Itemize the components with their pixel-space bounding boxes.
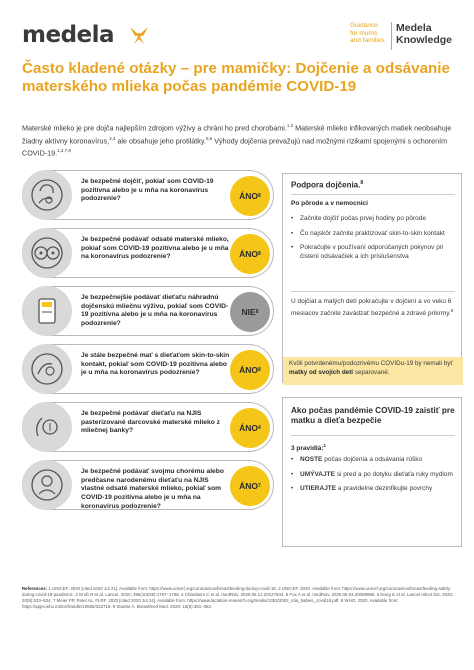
faq-card — [22, 344, 274, 394]
breast-pump-icon — [30, 236, 64, 270]
question-text: Je stále bezpečné mať s dieťaťom skin-to-skin kontakt, pokiaľ som COVID-19 pozitívna alebo je u mňa na koronavírus podozrenie? — [81, 352, 230, 377]
donor-milk-bottle-icon — [30, 410, 64, 444]
question-text: Je bezpečné podávať dieťaťu na NJIS pasterizované darcovské materské mlieko z mliečnej banky? — [81, 410, 221, 435]
formula-milk-icon — [30, 294, 64, 328]
panel-title: Ako počas pandémie COVID-19 zaistiť pre matku a dieťa bezpečie — [291, 406, 455, 426]
answer-badge: ÁNO 8 — [230, 176, 270, 216]
separation-note: Kvôli potvrdenému/podozrivému COVIDu-19 by nemali byť matky od svojich detí separované. — [283, 357, 463, 385]
list-item: • NOSTE počas dojčenia a odsávania rúško — [291, 456, 453, 465]
faq-card — [22, 402, 274, 452]
list-item: • Pokračujte v používaní odporúčaných pokynov pri čistení odsávačiek a ich príslušenstva — [291, 244, 453, 261]
divider — [291, 194, 455, 195]
faq-card — [22, 228, 274, 278]
list-item: • UMÝVAJTE si pred a po dotyku dieťaťa ruky mydlom — [291, 471, 453, 480]
faq-card — [22, 170, 274, 220]
header-divider — [391, 22, 392, 50]
question-text: Je bezpečnejšie podávať dieťaťu náhradnú dojčenskú mliečnu výživu, pokiaľ som COVID-19 pozitívna alebo je u mňa na koronavírus podozrenie? — [81, 294, 229, 328]
references: References: 1 UNICEF. 2020 [cited 2020 Jul 21]. Available from: https://www.unicef.org/coronavirus/breastfeeding-during-covid-19. 2 UNICEF. 2020. Available from: https://www.unicef.org/coronavirus/breastfeeding-safely-during-covid-19-pandemic. 3 Groß R et al. Lancet. 2020; 395(10239):1757–1758. 4 Chambers C et al. medRxiv. 2020.06.12.20127944. 5 Fox A et al. medRxiv. 2020.05.04.20089995. 6 Dong E et al. Lancet Infect Dis. 2020; 20(5):533–534. 7 Meier PP, Patel AL. FLRF. 2020 [cited 2020 Jul 24]. Available from: https://www.lactation-research.org/media/1353/2002_ntia_babies_covid19.pdf. 8 WHO. 2020. Available from: https://apps.who.int/iris/handle/10665/332719. 9 Stuebe A. Breastfeed Med. 2020; 15(5):351–352. — [22, 586, 454, 610]
list-item: • UTIERAJTE a pravidelne dezinfikujte povrchy — [291, 485, 453, 494]
support-panel — [282, 173, 462, 383]
safety-panel — [282, 397, 462, 547]
panel-paragraph: U dojčiat a malých detí pokračujte v dojčení a vo veku 6 mesiacov začnite zavádzať bezpečné a zdravé príkrmy.$^8$ — [291, 298, 454, 317]
answer-badge: NIE 8 — [230, 292, 270, 332]
panel-title: Podpora dojčenia.$^8$ — [291, 180, 364, 190]
medela-knowledge-brand: Medela Knowledge — [396, 22, 453, 46]
brand-tagline: Guidance for mums and families — [350, 22, 385, 44]
safety-rules-list — [291, 456, 453, 500]
sick-baby-icon — [30, 468, 64, 502]
question-text: Je bezpečné podávať svojmu chorému alebo predčasne narodenému dieťaťu na NJIS vlastné odsaté materské mlieko, pokiaľ som COVID-19 pozitívna alebo je u mňa na koronavírus podozrenie? — [81, 468, 224, 510]
answer-badge: ÁNO 8 — [230, 350, 270, 390]
list-item: • Čo najskôr začnite praktizovať skin-to-skin kontakt — [291, 230, 453, 239]
panel-subtitle: 3 pravidlá:$^1$ — [291, 443, 327, 453]
answer-badge: ÁNO 4 — [230, 408, 270, 448]
panel-subtitle: Po pôrode a v nemocnici — [291, 200, 368, 207]
list-item: • Začnite dojčiť počas prvej hodiny po pôrode — [291, 215, 453, 224]
support-list — [291, 215, 453, 267]
medela-logo: medela — [22, 22, 115, 48]
intro-paragraph: Materské mlieko je pre dojča najlepším zdrojom výživy a chráni ho pred chorobami.$^{1,2}$ Materské mlieko infikovaných matiek neobsahuje žiadny aktívny koronavírus,$^{3,4}$ ale obsahuje jeho protilátky.$^{5,6}$ Výhody dojčenia prevažujú nad možnými rizikami spojenými s ochorením COVID-19.$^{1,2,7,8}$ — [22, 123, 452, 158]
faq-card — [22, 460, 274, 510]
question-text: Je bezpečné dojčiť, pokiaľ som COVID-19 pozitívna alebo je u mňa na koronavírus podozrenie? — [81, 178, 214, 203]
page-title: Často kladené otázky – pre mamičky: Dojčenie a odsávanie materského mlieka počas pandémie COVID-19 — [22, 60, 450, 95]
skin-to-skin-icon — [30, 352, 64, 386]
page-header — [0, 0, 474, 56]
divider — [291, 435, 455, 436]
medela-flower-icon — [126, 24, 152, 46]
answer-badge: ÁNO 8 — [230, 234, 270, 274]
question-text: Je bezpečné podávať odsaté materské mlieko, pokiaľ som COVID-19 pozitívna alebo je u mňa na koronavírus podozrenie? — [81, 236, 229, 261]
mother-breastfeeding-icon — [30, 178, 64, 212]
faq-card — [22, 286, 274, 336]
answer-badge: ÁNO 7 — [230, 466, 270, 506]
divider — [291, 291, 455, 292]
